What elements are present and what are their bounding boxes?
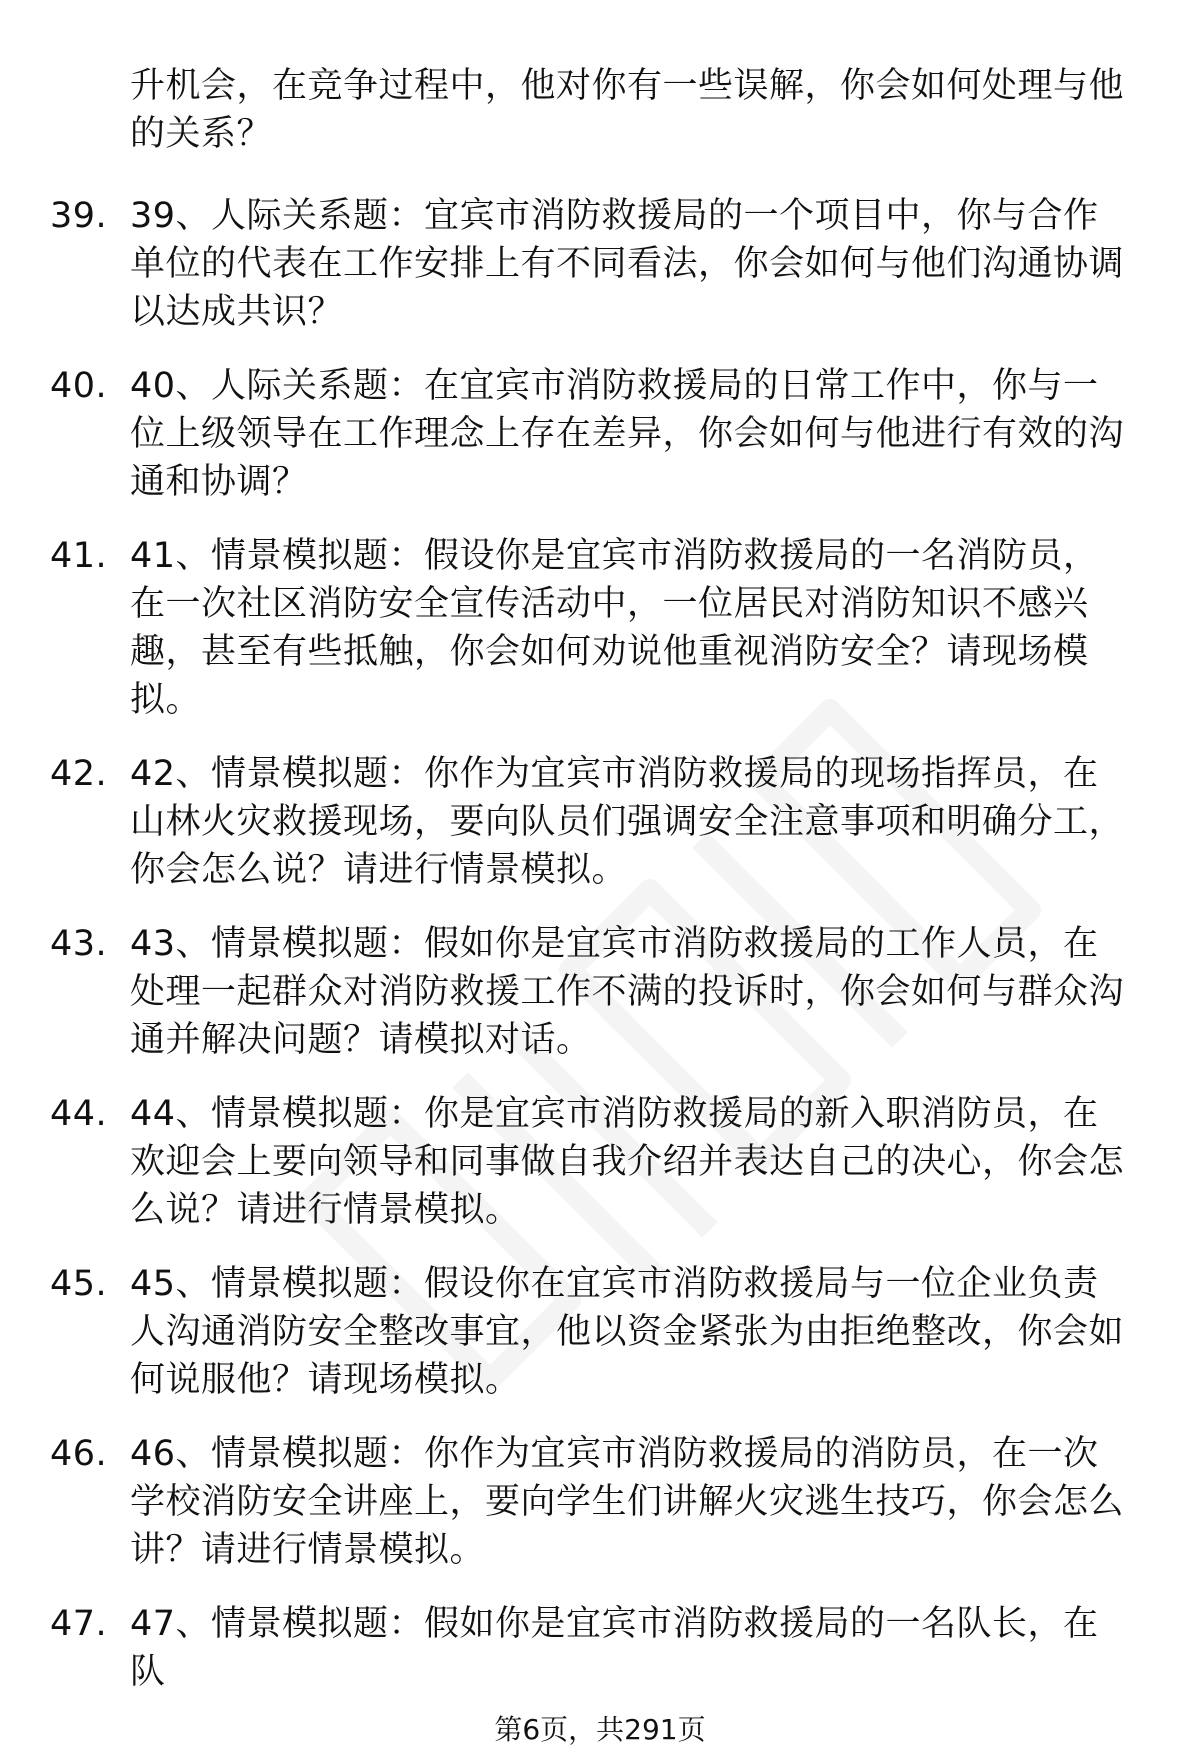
list-item bbox=[0, 1260, 1130, 1404]
list-item-number: 43. bbox=[50, 924, 108, 964]
list-item-number: 44. bbox=[50, 1094, 108, 1134]
list-item bbox=[0, 1600, 1130, 1696]
list-item-number: 39. bbox=[50, 196, 108, 236]
list-item-number: 45. bbox=[50, 1264, 108, 1304]
list-item-text: 42、情景模拟题：你作为宜宾市消防救援局的现场指挥员，在山林火灾救援现场，要向队员们强调安全注意事项和明确分工，你会怎么说？请进行情景模拟。 bbox=[130, 754, 1125, 890]
list-item-text: 44、情景模拟题：你是宜宾市消防救援局的新入职消防员，在欢迎会上要向领导和同事做自我介绍并表达自己的决心，你会怎么说？请进行情景模拟。 bbox=[130, 1094, 1125, 1230]
list-item bbox=[0, 1430, 1130, 1574]
list-item-number: 47. bbox=[50, 1604, 108, 1644]
list-item bbox=[0, 1090, 1130, 1234]
list-item-text: 45、情景模拟题：假设你在宜宾市消防救援局与一位企业负责人沟通消防安全整改事宜，他以资金紧张为由拒绝整改，你会如何说服他？请现场模拟。 bbox=[130, 1264, 1125, 1400]
list-item bbox=[0, 750, 1130, 894]
list-item bbox=[0, 920, 1130, 1064]
page-number: 第6页，共291页 bbox=[494, 1713, 706, 1746]
list-item-text: 39、人际关系题：宜宾市消防救援局的一个项目中，你与合作单位的代表在工作安排上有不同看法，你会如何与他们沟通协调以达成共识？ bbox=[130, 196, 1125, 332]
question-list bbox=[0, 192, 1200, 1722]
list-item bbox=[0, 192, 1130, 336]
list-item-text: 46、情景模拟题：你作为宜宾市消防救援局的消防员，在一次学校消防安全讲座上，要向学生们讲解火灾逃生技巧，你会怎么讲？请进行情景模拟。 bbox=[130, 1434, 1125, 1570]
continued-question-text: 升机会，在竞争过程中，他对你有一些误解，你会如何处理与他的关系？ bbox=[130, 66, 1125, 154]
list-item-text: 41、情景模拟题：假设你是宜宾市消防救援局的一名消防员，在一次社区消防安全宣传活动中，一位居民对消防知识不感兴趣，甚至有些抵触，你会如何劝说他重视消防安全？请现场模拟。 bbox=[130, 536, 1099, 720]
list-item bbox=[0, 362, 1130, 506]
list-item-number: 46. bbox=[50, 1434, 108, 1474]
list-item-number: 40. bbox=[50, 366, 108, 406]
list-item-text: 43、情景模拟题：假如你是宜宾市消防救援局的工作人员，在处理一起群众对消防救援工作不满的投诉时，你会如何与群众沟通并解决问题？请模拟对话。 bbox=[130, 924, 1125, 1060]
list-item bbox=[0, 532, 1130, 724]
list-item-text: 40、人际关系题：在宜宾市消防救援局的日常工作中，你与一位上级领导在工作理念上存在差异，你会如何与他进行有效的沟通和协调？ bbox=[130, 366, 1125, 502]
list-item-number: 41. bbox=[50, 536, 108, 576]
list-item-text: 47、情景模拟题：假如你是宜宾市消防救援局的一名队长，在队 bbox=[130, 1604, 1099, 1692]
list-item-number: 42. bbox=[50, 754, 108, 794]
